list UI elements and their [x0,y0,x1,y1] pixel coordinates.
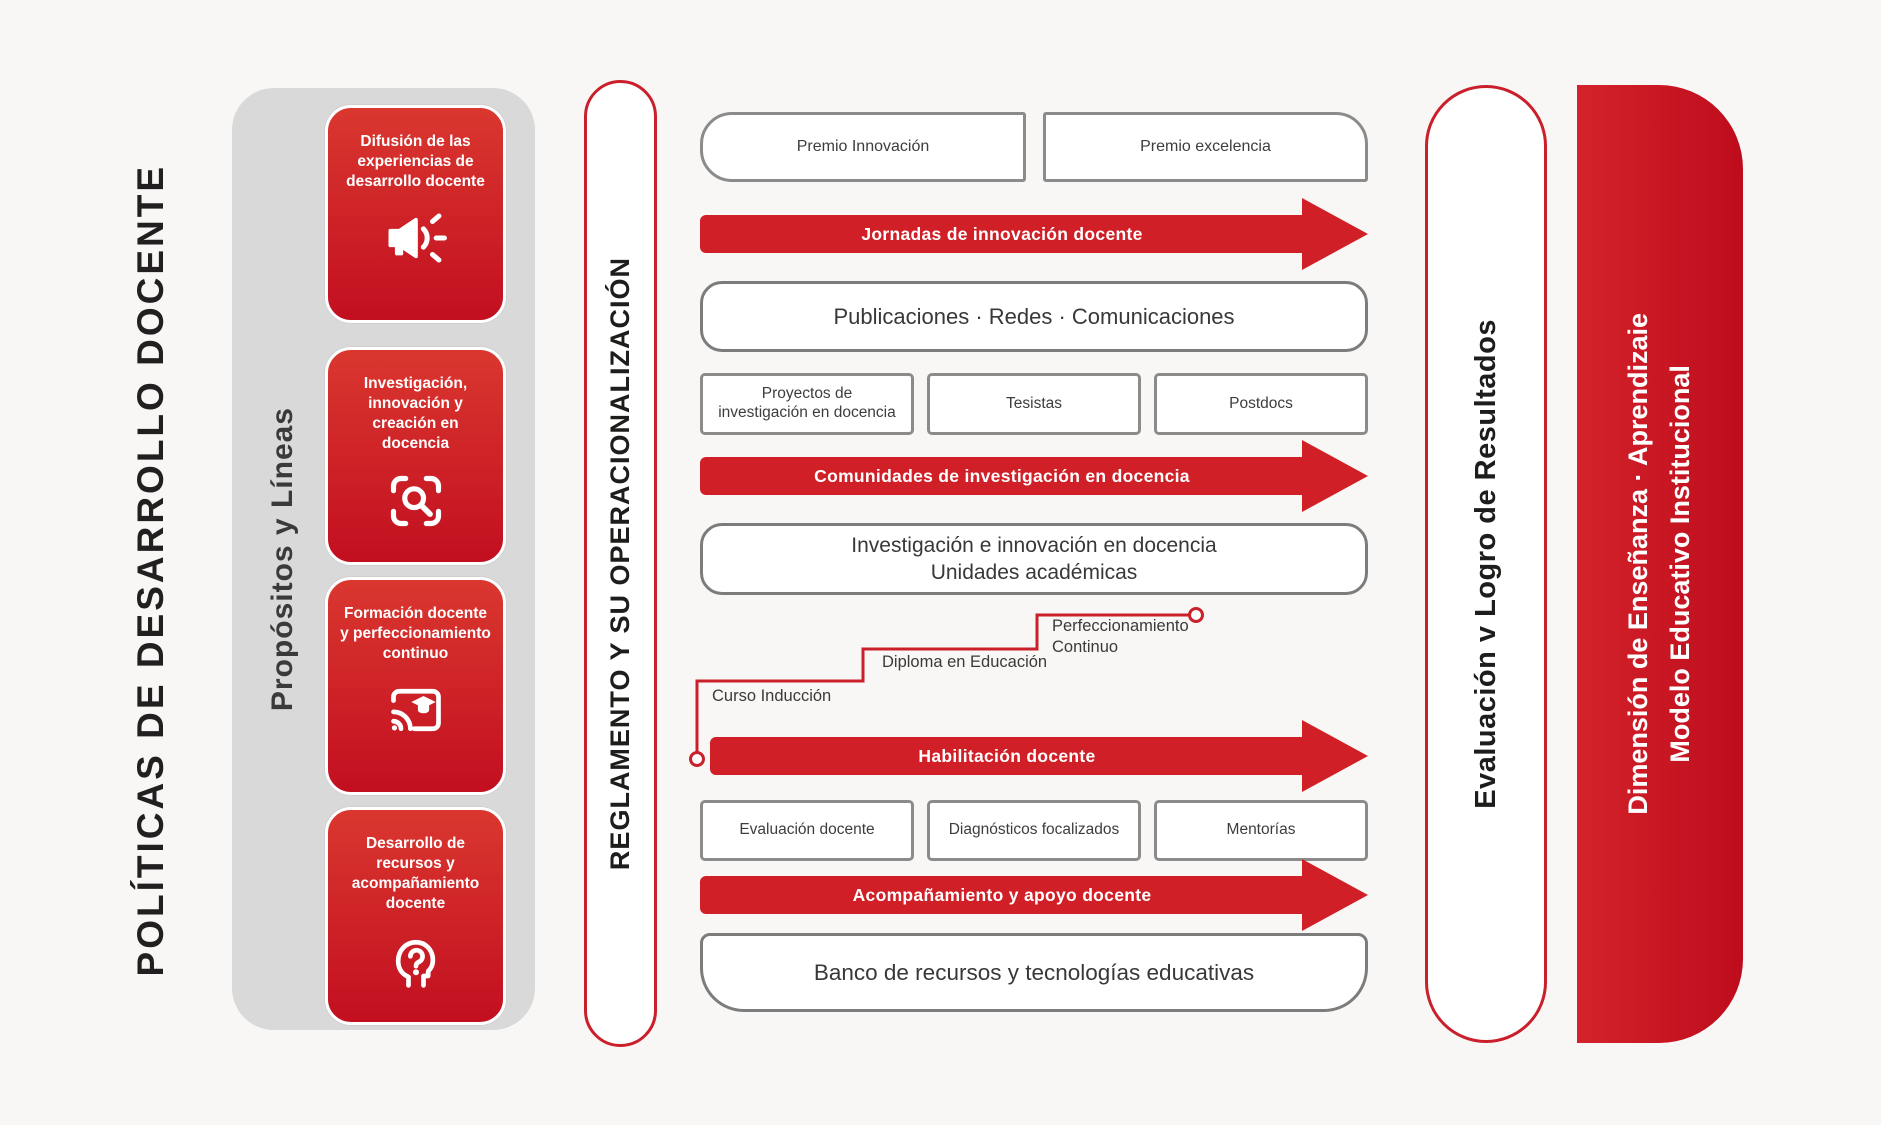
box-banco-recursos [700,933,1368,1012]
page-title: POLÍTICAS DE DESARROLLO DOCENTE [130,163,171,977]
card-difusion [325,105,506,323]
box-publicaciones [700,281,1368,352]
box-mentorias [1154,800,1368,861]
box-label-line1: Investigación e innovación en docencia [851,533,1217,557]
dimension-label [1618,313,1702,815]
arrow-body [700,457,1304,495]
box-premio-innovacion [700,112,1026,182]
card-label: Desarrollo de recursos y acompañamiento docente [351,835,480,913]
dimension-line1: Dimensión de Enseñanza · Aprendizaie [1623,313,1654,815]
dimension-panel [1577,85,1743,1043]
arrow-label: Jornadas de innovación docente [861,223,1143,244]
arrow-body [710,737,1304,775]
search-scan-icon [383,471,449,531]
dimension-line2: Modelo Educativo Institucional [1665,365,1695,763]
stair-label-perfeccionamiento: Perfeccionamiento Continuo [1052,617,1189,656]
card-label: Difusión de las experiencias de desarrollo docente [346,133,485,191]
card-formacion [325,577,506,795]
purposes-label-wrap [244,88,322,1030]
box-label: Tesistas [1006,394,1062,412]
arrow-body [700,876,1304,914]
box-label: Mentorías [1226,821,1296,839]
box-label: Evaluación docente [739,821,875,839]
card-investigacion [325,347,506,565]
box-tesistas [927,373,1141,435]
cast-education-icon [383,680,449,740]
box-proyectos [700,373,914,435]
card-recursos [325,807,506,1025]
evaluacion-pill [1425,85,1547,1043]
arrow-label: Comunidades de investigación en docencia [814,465,1190,486]
arrow-habilitacion [710,718,1368,794]
box-label: Premio Innovación [796,138,930,156]
card-label: Formación docente y perfeccionamiento continuo [340,605,491,663]
box-label: Proyectos de investigación en docencia [718,385,896,421]
head-question-icon [383,931,449,991]
evaluacion-label: Evaluación v Logro de Resultados [1469,319,1502,809]
arrow-head-icon [1302,859,1368,931]
arrow-head-icon [1302,440,1368,512]
box-label: Publicaciones · Redes · Comunicaciones [833,303,1235,329]
box-label: Premio excelencia [1140,138,1271,156]
box-label-line2: Unidades académicas [930,561,1138,584]
reglamento-pill [584,80,657,1047]
box-label: Postdocs [1229,394,1293,412]
stair-label-diploma: Diploma en Educación [882,653,1048,671]
box-premio-excelencia [1043,112,1368,182]
arrow-comunidades [700,438,1368,514]
box-label: Diagnósticos focalizados [948,821,1120,839]
arrow-acompanamiento [700,857,1368,933]
arrow-head-icon [1302,720,1368,792]
megaphone-icon [383,208,449,268]
box-diagnosticos [927,800,1141,861]
arrow-body [700,215,1304,253]
arrow-label: Habilitación docente [918,745,1096,766]
arrow-jornadas [700,196,1368,272]
box-label: Banco de recursos y tecnologías educativas [813,959,1255,985]
box-postdocs [1154,373,1368,435]
box-evaluacion-docente [700,800,914,861]
reglamento-label: REGLAMENTO Y SU OPERACIONALIZACIÓN [605,256,635,871]
box-investigacion-unidades [700,523,1368,595]
main-title-wrap [112,140,190,1000]
stair-label-curso: Curso Inducción [712,687,832,705]
arrow-label: Acompañamiento y apoyo docente [852,884,1152,905]
card-label: Investigación, innovación y creación en docencia [363,375,468,453]
arrow-head-icon [1302,198,1368,270]
purposes-label: Propósitos y Líneas [266,406,299,712]
